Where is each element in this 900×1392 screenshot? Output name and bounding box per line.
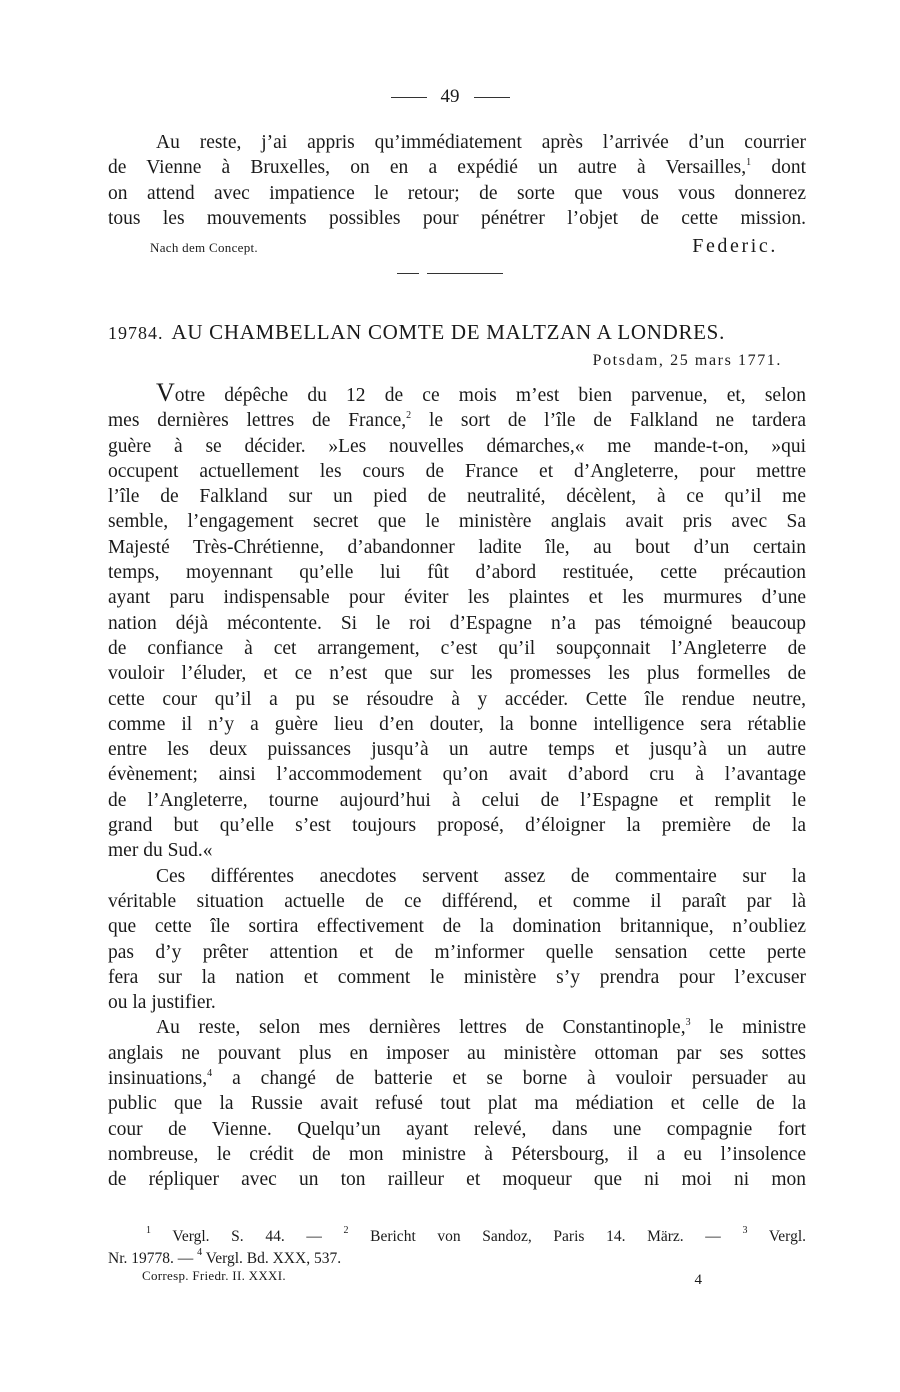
footnote-number: 3 <box>742 1225 748 1236</box>
text-line: pas d’y prêter attention et de m’informer quelle sensation cette perte <box>108 941 806 963</box>
text-line <box>108 1066 806 1091</box>
text-fragment: Au reste, selon mes dernières lettres de Constantinople, <box>156 1017 686 1039</box>
text-line: l’île de Falkland sur un pied de neutralité, décèlent, à ce qu’il me <box>108 486 806 508</box>
text-line: Au reste, j’ai appris qu’immédiatement après l’arrivée d’un courrier <box>156 132 806 153</box>
footnote-marker: 2 <box>406 410 412 422</box>
text-fragment: le sort de l’île de Falkland ne tardera <box>428 410 807 432</box>
letter-number: 19784. <box>108 323 164 343</box>
footnote-number: 1 <box>146 1225 151 1236</box>
initial-letter: V <box>156 378 175 407</box>
text-fragment: mes dernières lettres de France, <box>108 410 407 432</box>
text-fragment: insinuations, <box>108 1068 208 1090</box>
text-line: mer du Sud.« <box>108 840 213 862</box>
footnote-line <box>108 1248 806 1270</box>
footnotes <box>108 1226 806 1270</box>
footnote-text: Vergl. <box>768 1228 806 1245</box>
text-line: véritable situation actuelle de ce différend, et comme il paraît par là <box>108 890 806 912</box>
text-line: de confiance à cet arrangement, c’est qu’il soupçonnait l’Angleterre de <box>108 637 806 659</box>
section-separator <box>397 273 503 275</box>
text-line: fera sur la nation et comment le ministère s’y prendra pour l’excuser <box>108 966 806 988</box>
text-line: semble, l’engagement secret que le ministère anglais avait pris avec Sa <box>108 511 806 533</box>
text-line: cette cour qu’il a pu se résoudre à y accéder. Cette île rendue neutre, <box>108 688 806 710</box>
footnote-text: Vergl. S. 44. — <box>172 1228 322 1245</box>
header-dash-right <box>474 97 510 98</box>
text-fragment: a changé de batterie et se borne à vouloir persuader au <box>232 1068 807 1090</box>
signature: Federic. <box>692 235 778 257</box>
footnote-text: Nr. 19778. — <box>108 1250 194 1267</box>
text-line: public que la Russie avait refusé tout plat ma médiation et celle de la <box>108 1093 806 1115</box>
footnote-number: 2 <box>343 1225 349 1236</box>
text-fragment: otre dépêche du 12 de ce mois m’est bien parvenue, et, selon <box>174 385 806 406</box>
text-line: de l’Angleterre, tourne aujourd’hui à celui de l’Espagne et remplit le <box>108 789 806 811</box>
header-dash-left <box>391 97 427 98</box>
text-line <box>108 155 806 180</box>
text-fragment: de Vienne à Bruxelles, on en a expédié un autre à Versailles, <box>108 157 747 179</box>
source-note: Nach dem Concept. <box>150 240 258 255</box>
text-line: nombreuse, le crédit de mon ministre à Pétersbourg, il a eu l’insolence <box>108 1143 806 1165</box>
footnote-line <box>108 1226 806 1248</box>
text-line: cour de Vienne. Quelqu’un ayant relevé, dans une compagnie fort <box>108 1118 806 1140</box>
text-line: ayant paru indispensable pour éviter les plaintes et les murmures d’une <box>108 587 806 609</box>
letter-heading <box>108 320 806 345</box>
text-line: entre les deux puissances jusqu’à un autre temps et jusqu’à un autre <box>108 739 806 761</box>
text-line: Ces différentes anecdotes servent assez de commentaire sur la <box>156 865 806 887</box>
footnote-number: 4 <box>197 1247 203 1258</box>
footnote-marker: 3 <box>685 1017 691 1029</box>
text-line: ou la justifier. <box>108 992 216 1014</box>
letter-body <box>108 378 807 1193</box>
page-number: 49 <box>440 86 460 107</box>
dateline: Potsdam, 25 mars 1771. <box>592 352 782 369</box>
text-line: tous les mouvements possibles pour pénétrer l’objet de cette mission. <box>108 207 806 229</box>
page-header <box>0 86 900 108</box>
footnote-marker: 1 <box>746 157 752 169</box>
text-line: occupent actuellement les cours de France et d’Angleterre, pour mettre <box>108 460 806 482</box>
text-line: on attend avec impatience le retour; de sorte que vous vous donnerez <box>108 182 806 204</box>
source-and-signature <box>150 232 778 258</box>
text-line <box>108 1015 806 1040</box>
publication-signature: Corresp. Friedr. II. XXXI. <box>142 1268 286 1283</box>
text-line: guère à se décider. »Les nouvelles démarches,« me mande-t-on, »qui <box>108 435 806 457</box>
text-line: de répliquer avec un ton railleur et moqueur que ni moi ni mon <box>108 1169 806 1191</box>
text-line: temps, moyennant qu’elle lui fût d’abord restituée, cette précaution <box>108 562 806 584</box>
text-line: vouloir l’éluder, et ce n’est que sur les promesses les plus formelles de <box>108 663 806 685</box>
page-footer <box>142 1268 702 1292</box>
text-line: évènement; ainsi l’accommodement qu’on avait d’abord cru à l’avantage <box>108 764 806 786</box>
text-line <box>108 378 806 408</box>
text-line: comme il n’y a guère lieu d’en douter, la bonne intelligence sera rétablie <box>108 713 806 735</box>
text-fragment: le ministre <box>709 1017 806 1039</box>
sheet-number: 4 <box>694 1272 702 1288</box>
footnote-text: Vergl. Bd. XXX, 537. <box>205 1250 342 1267</box>
letter-title: AU CHAMBELLAN COMTE DE MALTZAN A LONDRES. <box>171 320 726 344</box>
text-line: grand but qu’elle s’est toujours proposé, d’éloigner la première de la <box>108 815 806 837</box>
text-line: que cette île sortira effectivement de la domination britannique, n’oubliez <box>108 916 806 938</box>
text-fragment: dont <box>771 157 807 179</box>
text-line <box>108 408 806 433</box>
text-line: Majesté Très-Chrétienne, d’abandonner ladite île, au bout d’un certain <box>108 536 806 558</box>
footnote-marker: 4 <box>207 1068 213 1080</box>
text-line: anglais ne pouvant plus en imposer au ministère ottoman par ses sottes <box>108 1042 806 1064</box>
previous-letter-closing <box>108 130 806 231</box>
footnote-text: Bericht von Sandoz, Paris 14. März. — <box>370 1228 721 1245</box>
text-line: nation déjà mécontente. Si le roi d’Espagne n’a pas témoigné beaucoup <box>108 612 806 634</box>
